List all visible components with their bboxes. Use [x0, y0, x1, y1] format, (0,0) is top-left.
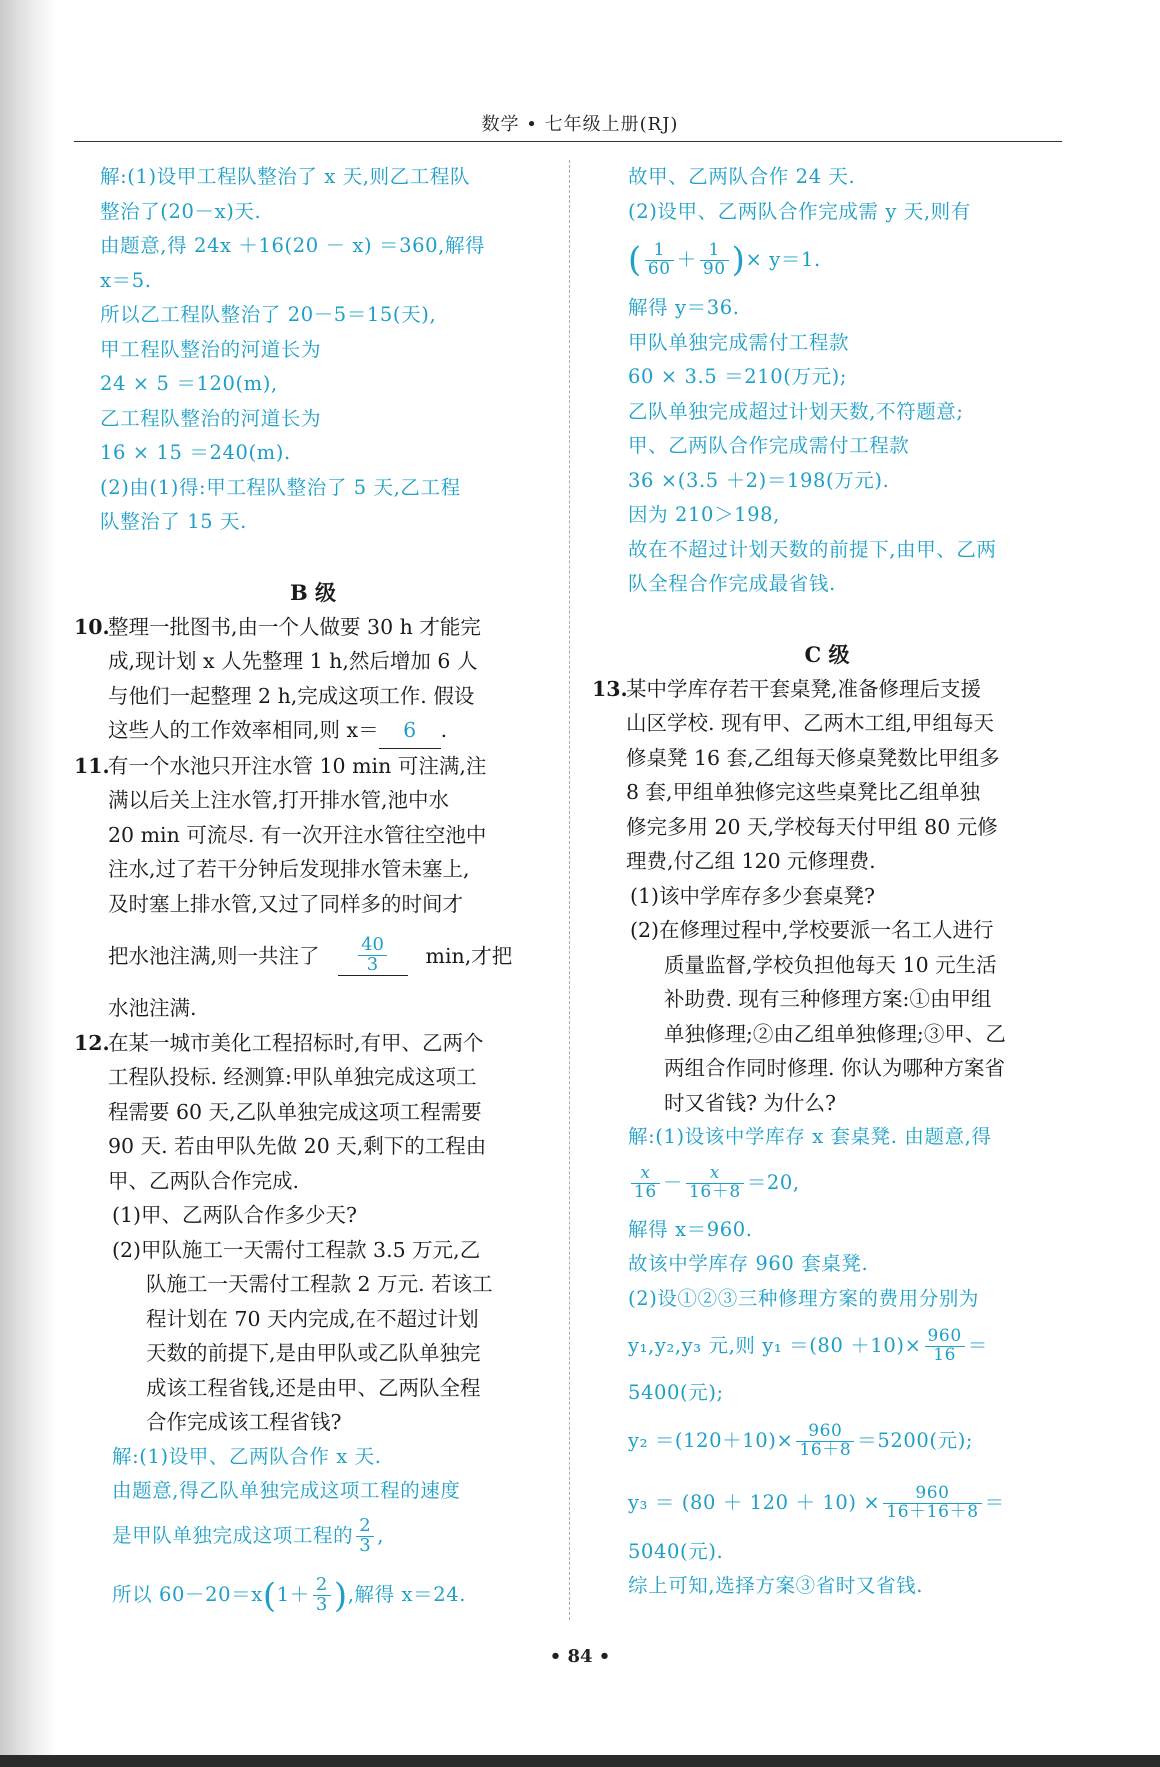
question-10: 10. 整理一批图书,由一个人做要 30 h 才能完 成,现计划 x 人先整理 1 h,然后增加 6 人 与他们一起整理 2 h,完成这项工作. 假设 这些人的工作效率相同,则 x＝ 6 . [74, 610, 552, 749]
column-divider [569, 160, 570, 1620]
answer-9: 解:(1)设甲工程队整治了 x 天,则乙工程队 整治了(20－x)天. 由题意,得 24x ＋16(20 － x) ＝360,解得 x＝5. 所以乙工程队整治了 20－5＝15(天), 甲工程队整治的河道长为 24 × 5 ＝120(m), 乙工程队整治的河道长为 16 × 15 ＝240(m). (2)由(1)得:甲工程队整治了 5 天,乙工程 队整治了 15 天. [100, 165, 486, 533]
question-13: 13. 某中学库存若干套桌凳,准备修理后支援 山区学校. 现有甲、乙两木工组,甲组每天 修桌凳 16 套,乙组每天修桌凳数比甲组多 8 套,甲组单独修完这些桌凳比乙组单独 修完多用 20 天,学校每天付甲组 80 元修 理费,付乙组 120 元修理费. (1)该中学库存多少套桌凳? (2)在修理过程中,学校要派一名工人进行 质量监督,学校负担他每天 10 元生活 补助费. 现有三种修理方案:①由甲组 单独修理;②由乙组单独修理;③甲、乙 两组合作同时修理. 你认为哪种方案省 时又省钱? 为什么? [592, 672, 1062, 1121]
answer-13: 解:(1)设该中学库存 x 套桌凳. 由题意,得 $\frac{x}{16}$ － $\frac{x}{16+8}$ ＝20, 解得 x＝960. 故该中学库存 960 套桌凳. (2)设①②③三种修理方案的费用分别为 y₁,y₂,y₃ 元,则 y₁ ＝(80 ＋10)× $\frac{960}{16}$ ＝ 5400(元); y₂ ＝(120＋10)× $\frac{960}{16+8}$ ＝5200(元); y₃ ＝ (80 ＋ 120 ＋ 10) × $\frac{960}{16+16+8}$ ＝ 5040(元). 综上可知,选择方案③省时又省钱. [628, 1125, 1005, 1597]
bottom-edge-bar [0, 1755, 1160, 1767]
page-number: • 84 • [549, 1646, 611, 1667]
right-column [592, 160, 1062, 1604]
running-head: 数学 • 七年级上册(RJ) [481, 114, 679, 135]
question-11: 11. 有一个水池只开注水管 10 min 可注满,注 满以后关上注水管,打开排水管,池中水 20 min 可流尽. 有一次开注水管往空池中 注水,过了若干分钟后发现排水管未塞上, 及时塞上排水管,又过了同样多的时间才 把水池注满,则一共注了 $\frac{40}{3}$ min,才把 水池注满. [74, 749, 552, 1026]
question-number: 10. [74, 614, 110, 639]
answer-blank: 6 [379, 713, 441, 749]
question-number: 13. [592, 676, 628, 701]
question-number: 12. [74, 1030, 110, 1055]
left-column [74, 160, 552, 1627]
answer-12-continued: 故甲、乙两队合作 24 天. (2)设甲、乙两队合作完成需 y 天,则有 ( $\frac{1}{60}$ ＋ $\frac{1}{90}$ ) × y＝1. 解得 y＝36. 甲队单独完成需付工程款 60 × 3.5 ＝210(万元); 乙队单独完成超过计划天数,不符题意; 甲、乙两队合作完成需付工程款 36 ×(3.5 ＋2)＝198(万元). 因为 210＞198, 故在不超过计划天数的前提下,由甲、乙两 队全程合作完成最省钱. [628, 165, 997, 595]
header-rule [74, 141, 1062, 142]
answer-12: 解:(1)设甲、乙两队合作 x 天. 由题意,得乙队单独完成这项工程的速度 是甲队单独完成这项工程的 $\frac{2}{3}$ , 所以 60－20＝x ( 1＋ $\frac{2}{3}$ ) ,解得 x＝24. [112, 1444, 467, 1616]
question-12: 12. 在某一城市美化工程招标时,有甲、乙两个 工程队投标. 经测算:甲队单独完成这项工 程需要 60 天,乙队单独完成这项工程需要 90 天. 若由甲队先做 20 天,剩下的工程由 甲、乙两队合作完成. (1)甲、乙两队合作多少天? (2)甲队施工一天需付工程款 3.5 万元,乙 队施工一天需付工程款 2 万元. 若该工 程计划在 70 天内完成,在不超过计划 天数的前提下,是由甲队或乙队单独完 成该工程省钱,还是由甲、乙两队全程 合作完成该工程省钱? [74, 1026, 552, 1440]
question-number: 11. [74, 753, 110, 778]
level-b-heading: B 级 [289, 579, 337, 605]
level-c-heading: C 级 [804, 641, 850, 667]
answer-blank: $\frac{40}{3}$ [338, 936, 408, 976]
